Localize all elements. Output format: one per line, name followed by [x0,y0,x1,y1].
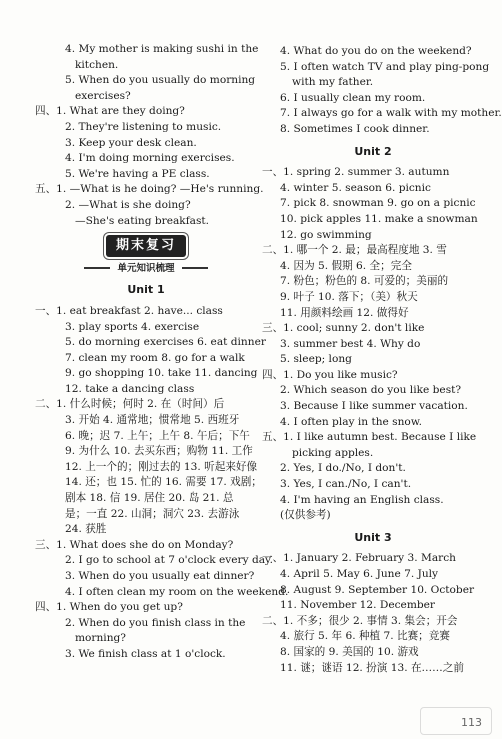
unit-1-line: 12. 上一个的；刚过去的 13. 听起来好像 [65,460,258,473]
unit-2-line: 11. 用颜料绘画 12. 做得好 [280,306,409,319]
unit-2-line: 4. I'm having an English class. [280,493,444,506]
unit-2-line: 一、1. spring 2. summer 3. autumn [262,166,450,179]
right-line: 8. Sometimes I cook dinner. [280,122,430,135]
right-column [262,44,502,676]
unit-2-line: 二、1. 哪一个 2. 最；最高程度地 3. 雪 [262,244,447,257]
right-line: 5. I often watch TV and play ping-pong [280,60,490,73]
unit-1-line: morning? [75,632,126,645]
subtitle-text: 单元知识梳理 [117,262,175,274]
subtitle-rule-left [84,267,110,269]
unit-1-line: 3. When do you usually eat dinner? [65,570,255,582]
unit-2-line: 4. winter 5. season 6. picnic [280,181,431,194]
unit-1-line: 3. We finish class at 1 o'clock. [65,647,226,660]
unit-2-line: picking apples. [292,446,374,459]
unit-1-answers [35,304,289,663]
unit-3-line: 11. November 12. December [280,599,435,612]
unit-1-line: 是；一直 22. 山洞；洞穴 23. 去游泳 [65,507,240,520]
right-line: 7. I always go for a walk with my mother. [280,107,502,120]
unit-3-line: 11. 谜；谜语 12. 扮演 13. 在……之前 [280,661,464,674]
left-column [35,42,289,663]
unit-2-line: 四、1. Do you like music? [262,368,398,381]
left-line: 3. Keep your desk clean. [65,136,197,149]
left-line: 四、1. What are they doing? [35,105,185,118]
right-line: 6. I usually clean my room. [280,91,426,104]
unit-2-line: 5. sleep; long [280,353,352,366]
unit-1-line: 2. When do you finish class in the [65,616,246,629]
unit-1-line: 三、1. What does she do on Monday? [35,538,234,551]
unit-2-heading: Unit 2 [354,144,392,158]
unit-2-line: 4. I often play in the snow. [280,415,422,428]
unit-2-line: 10. pick apples 11. make a snowman [280,212,478,225]
unit-1-line: 7. clean my room 8. go for a walk [65,351,245,364]
unit-2-line: 12. go swimming [280,228,372,241]
unit-1-line: 4. I often clean my room on the weekend. [65,585,289,598]
page-number: 113 [461,716,482,729]
unit-3-heading: Unit 3 [354,530,392,544]
unit-2-line: 7. 粉色；粉色的 8. 可爱的；美丽的 [280,275,449,288]
unit-1-line: 9. 为什么 10. 去买东西；购物 11. 工作 [65,445,253,458]
unit-1-line: 12. take a dancing class [65,382,195,395]
unit-3-line: 4. April 5. May 6. June 7. July [280,568,439,580]
unit-2-answers [262,165,484,524]
unit-1-line: 24. 获胜 [65,523,107,536]
unit-3-line: 4. 旅行 5. 年 6. 种植 7. 比赛；竞赛 [280,630,450,643]
unit-1-line: 一、1. eat breakfast 2. have... class [35,304,223,317]
unit-2-line: 2. Yes, I do./No, I don't. [280,462,406,475]
final-review-banner-wrap [35,235,257,257]
unit-2-line: 三、1. cool; sunny 2. don't like [262,322,425,335]
left-line: 2. They're listening to music. [65,120,222,133]
right-line: with my father. [292,76,374,89]
left-line: 五、1. —What is he doing? —He's running. [35,183,264,196]
unit-2-line: (仅供参考) [280,509,331,522]
unit-1-line: 14. 还；也 15. 忙的 16. 需要 17. 戏剧； [65,476,262,489]
unit-2-line: 3. Yes, I can./No, I can't. [280,478,412,491]
right-line: 4. What do you do on the weekend? [280,45,472,57]
unit-1-line: 9. go shopping 10. take 11. dancing [65,367,258,380]
final-review-banner: 期末复习 [106,235,186,257]
unit-1-line: 3. play sports 4. exercise [65,320,200,333]
unit-2-line: 3. summer best 4. Why do [280,337,421,350]
subtitle-rule-right [182,267,208,269]
unit-2-line: 五、1. I like autumn best. Because I like [262,431,477,444]
left-continued-answers [35,42,264,229]
unit-2-line: 9. 叶子 10. 落下；（美）秋天 [280,290,418,303]
unit-3-line: 二、1. 不多；很少 2. 事情 3. 集会；开会 [262,614,458,627]
section-subtitle [35,261,257,277]
left-line: 2. —What is she doing? [65,198,191,211]
unit-1-line: 二、1. 什么时候；何时 2. 在（时间）后 [35,398,225,411]
unit-1-line: 5. do morning exercises 6. eat dinner [65,336,266,349]
unit-3-answers [262,551,484,676]
unit-1-line: 3. 开始 4. 通常地；惯常地 5. 西班牙 [65,414,240,427]
left-line: 4. My mother is making sushi in the [65,43,259,55]
unit-1-line: 四、1. When do you get up? [35,601,183,614]
unit-1-line: 剧本 18. 信 19. 居住 20. 岛 21. 总 [65,492,234,505]
unit-2-line: 2. Which season do you like best? [280,384,462,397]
left-line: 5. When do you usually do morning [65,74,256,87]
unit-2-line: 4. 因为 5. 假期 6. 全；完全 [280,259,412,272]
unit-1-heading: Unit 1 [127,283,165,297]
unit-3-line: 8. August 9. September 10. October [280,583,475,596]
left-line: 4. I'm doing morning exercises. [65,152,235,165]
unit-1-line: 6. 晚；迟 7. 上午；上午 8. 午后；下午 [65,429,250,442]
left-line: kitchen. [75,58,119,71]
right-continued-answers [262,44,502,138]
left-line: 5. We're having a PE class. [65,167,210,180]
unit-3-line: 一、1. January 2. February 3. March [262,552,456,565]
left-line: exercises? [75,89,131,102]
unit-1-line: 2. I go to school at 7 o'clock every day. [65,554,273,567]
unit-3-line: 8. 国家的 9. 美国的 10. 游戏 [280,645,419,658]
unit-2-line: 3. Because I like summer vacation. [280,400,468,413]
unit-2-line: 7. pick 8. snowman 9. go on a picnic [280,197,476,210]
left-line: —She's eating breakfast. [75,214,210,227]
